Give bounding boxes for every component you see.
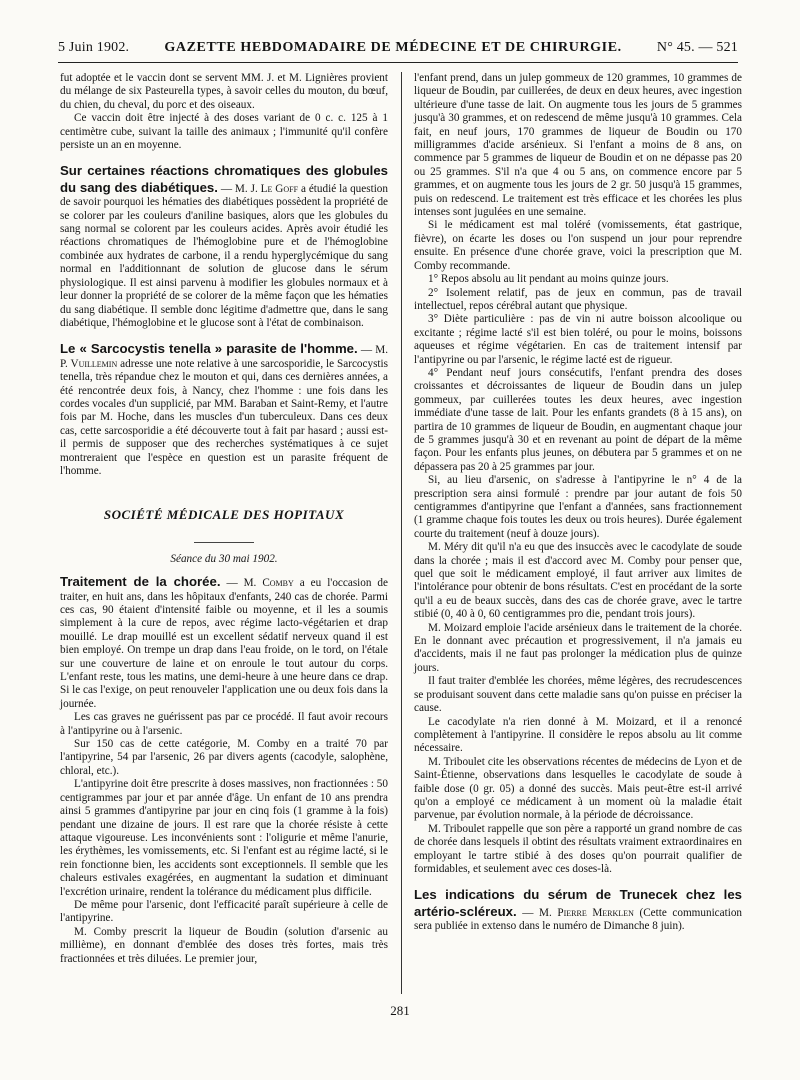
page-header bbox=[58, 40, 738, 56]
article-text: a étudié la question de savoir pourquoi les hématies des diabétiques possèdent la propriété de se colorer par les couleurs d'aniline basiques, alors que les globules du sang normal se colorent par les couleurs acides. Après avoir étudié les réactions chromatiques de l'hémoglobine pure et de l'hémoglobine combinée aux hydrates de carbone, il a rendu hyperglycémique du sang normal en l'additionnant de solution de glucose dans le sérum physiologique. Il est ainsi parvenu à modifier les globules normaux et à leur donner la propriété de se colorer de la même façon que les hématies du sang diabétique. Il semble donc légitime d'admettre que, dans le sang diabétique, l'hémoglobine et le glucose sont à l'état de combinaison. bbox=[60, 182, 388, 329]
article-chorea bbox=[60, 574, 388, 966]
header-rule bbox=[58, 62, 738, 63]
prescription-item: 4° Pendant neuf jours consécutifs, l'enfant prendra des doses croissantes et décroissantes de liqueur de Boudin dans un julep gommeux, par cuillerées toutes les deux heures, avec ingestion immédiate d'une tasse de lait. Pour les enfants grandets (8 à 15 ans), on partira de 10 grammes de liqueur de Boudin, en augmentant chaque jour de 5 grammes jusqu'à 30 et en revenant au point de départ de la même façon. Pour les enfants plus jeunes, on débutera par 5 grammes et on ne dépassera pas 20 à 25 grammes par jour. bbox=[414, 366, 742, 473]
article-author: — M. J. Le Goff bbox=[220, 182, 299, 195]
article-paragraph: M. Comby prescrit la liqueur de Boudin (solution d'arsenic au millième), en donnant d'emblée des doses très fortes, mais très fractionnées et très diluées. Le premier jour, bbox=[60, 925, 388, 965]
intro-paragraph: fut adoptée et le vaccin dont se servent MM. J. et M. Lignières provient du mélange de six Pasteurella types, à savoir celles du mouton, du bœuf, du chien, du cheval, du porc et des oiseaux. bbox=[60, 72, 388, 111]
prescription-item: 1° Repos absolu au lit pendant au moins quinze jours. bbox=[428, 273, 669, 286]
article-paragraph: l'enfant prend, dans un julep gommeux de 120 grammes, 10 grammes de liqueur de Boudin, par cuillerées, de deux en deux heures, avec ingestion ultérieure d'une tasse de lait. On augmente tous les jours de 5 grammes jusqu'à 30 grammes, et on redescend de même jusqu'à 10 grammes. Cela fait, en neuf jours, 170 grammes de liqueur de Boudin ou 170 milligrammes d'acide arsénieux. Si l'enfant a moins de 8 ans, on commence par 5 grammes de liqueur de Boudin et on ne dépasse pas 20 ou 25 grammes. S'il n'a que 4 ou 5 ans, on commence encore par 5 grammes, et on augmente tous les jours de 2 gr. 50 jusqu'à 15 grammes, puis on redescend. Le traitement est très efficace et les chorées les plus intenses sont jugulées en une semaine. bbox=[414, 72, 742, 219]
article-paragraph: M. Triboulet cite les observations récentes de médecins de Lyon et de Saint-Étienne, observations dans lesquelles le cacodylate de soude à faible dose (0 gr. 05) a donné des succès. Mais peut-être est-il arrivé qu'on a employé ce médicament à un moment où la maladie était parvenue, par évolution normale, à la période de décroissance. bbox=[414, 755, 742, 822]
journal-title: GAZETTE HEBDOMADAIRE DE MÉDECINE ET DE CHIRURGIE. bbox=[164, 40, 622, 55]
article-author: — M. P. Vuillemin bbox=[60, 344, 389, 370]
article-paragraph: Le cacodylate n'a rien donné à M. Moizard, et il a renoncé complètement à l'antipyrine. Il considère le repos absolu au lit comme nécessaire. bbox=[414, 715, 742, 755]
right-column bbox=[414, 72, 742, 934]
prescription-item: 2° Isolement relatif, pas de jeux en commun, pas de travail intellectuel, repos cérébral autant que physique. bbox=[414, 286, 742, 312]
left-column bbox=[60, 72, 388, 966]
article-title: Traitement de la chorée. bbox=[60, 574, 221, 590]
article-paragraph: Les cas graves ne guérissent pas par ce procédé. Il faut avoir recours à l'antipyrine ou à l'arsenic. bbox=[60, 711, 388, 737]
article-text: (Cette communication sera publiée in extenso dans le numéro de Dimanche 8 juin). bbox=[414, 906, 743, 933]
article-title: Le « Sarcocystis tenella » parasite de l'homme. bbox=[60, 341, 358, 357]
article-diabetic-blood bbox=[60, 163, 388, 330]
article-paragraph: M. Triboulet rappelle que son père a rapporté un grand nombre de cas de chorée dans lesquels il obtint des résultats vraiment extraordinaires en employant le tartre stibié à des doses qu'on pourrait qualifier de formidables, et seulement avec ces doses-là. bbox=[414, 822, 742, 875]
article-title: Sur certaines réactions chromatiques des globules du sang des diabétiques. bbox=[60, 163, 388, 195]
article-paragraph: De même pour l'arsenic, dont l'efficacité paraît supérieure à celle de l'antipyrine. bbox=[60, 898, 388, 925]
article-paragraph: Si, au lieu d'arsenic, on s'adresse à l'antipyrine le n° 4 de la prescription sera ainsi formulé : prendre par jour autant de fois 50 centigrammes d'antipyrine que l'enfant a d'années, sans fractionnement (1 gramme chaque fois toutes les deux ou trois heures). Durée également courte du traitement (neuf à douze jours). bbox=[414, 474, 742, 540]
page-number: 281 bbox=[390, 1003, 410, 1018]
society-heading: SOCIÉTÉ MÉDICALE DES HOPITAUX bbox=[103, 507, 345, 523]
intro-paragraph: Ce vaccin doit être injecté à des doses variant de 0 c. c. 125 à 1 centimètre cube, suivant la taille des animaux ; l'immunité qu'il confère persiste un an en moyenne. bbox=[60, 112, 388, 152]
issue-date: 5 Juin 1902. bbox=[58, 40, 130, 55]
column-divider bbox=[401, 72, 402, 994]
section-rule bbox=[194, 542, 254, 543]
article-text: a eu l'occasion de traiter, en huit ans, dans les hôpitaux d'enfants, 240 cas de chorée. Parmi ces cas, 90 étaient d'intensité faible ou moyenne, et il les a soumis simplement à la cure de repos, avec régime lacto-végétarien et drap mouillé. Le drap mouillé est un excellent sédatif nerveux quand il est bien employé. On trempe un drap dans l'eau froide, on le tord, on l'étale sur une couverture de laine et on enroule le tout autour du corps. L'enfant reste, tous les matins, une demi-heure à une heure dans ce drap. Si le cas l'exige, on peut renouveler l'application une ou deux fois dans la journée. bbox=[60, 577, 388, 710]
article-paragraph: M. Moizard emploie l'acide arsénieux dans le traitement de la chorée. En le donnant avec précaution et progressivement, il n'a jamais eu d'accidents, mais il ne faut pas prolonger la médication plus de quinze jours. bbox=[414, 621, 742, 674]
article-author: — M. Comby bbox=[226, 577, 294, 590]
article-paragraph: Sur 150 cas de cette catégorie, M. Comby en a traité 70 par l'antipyrine, 54 par l'arsenic, 26 par divers agents (cacodyle, salophène, chloral, etc.). bbox=[60, 738, 388, 777]
article-paragraph: Il faut traiter d'emblée les chorées, même légères, des recrudescences se produisant souvent dans cette maladie sans qu'on puisse en préciser la cause. bbox=[414, 675, 742, 715]
article-paragraph: M. Méry dit qu'il n'a eu que des insuccès avec le cacodylate de soude dans la chorée ; mais il est d'accord avec M. Comby pour penser que, quel que soit le médicament employé, il faut arriver aux limites de l'intolérance pour obtenir de bons résultats. C'est en procédant de la sorte qu'il a eu de beaux succès, dans des cas de chorée grave, avec le tartre stibié (0, 40 à 0, 60 centigrammes pro die, pendant trois jours). bbox=[414, 541, 742, 621]
article-paragraph: Si le médicament est mal toléré (vomissements, état gastrique, fièvre), on écarte les doses ou l'on suspend un jour pour reprendre ensuite. En présence d'une chorée grave, voici la prescription que M. Comby recommande. bbox=[414, 219, 742, 272]
article-text: adresse une note relative à une sarcosporidie, le Sarcocystis tenella, très répandue chez le mouton et qui, dans ces dernières années, a été rencontrée deux fois, à Nancy, chez l'homme : une fois dans les cordes vocales d'un supplicié, par MM. Baraban et Saint-Remy, et l'autre fois par M. Hoche, dans les muscles d'un tuberculeux. Dans ces deux cas, cette sarcosporidie a été découverte tout à fait par hasard ; aussi est-il permis de supposer que des recherches systématiques à ce sujet montreraient que l'espèce en question est un parasite fréquent de l'homme. bbox=[60, 357, 388, 477]
article-sarcocystis bbox=[60, 341, 388, 478]
session-date: Séance du 30 mai 1902. bbox=[170, 552, 278, 565]
issue-number: N° 45. — 521 bbox=[656, 40, 738, 55]
article-trunecek-serum bbox=[414, 887, 742, 933]
article-title: Les indications du sérum de Trunecek chez les artério-scléreux. bbox=[414, 887, 742, 919]
article-paragraph: L'antipyrine doit être prescrite à doses massives, non fractionnées : 50 centigrammes par jour et par année d'âge. Un enfant de 10 ans prendra ainsi 5 grammes d'antipyrine par jour en cinq fois (1 gramme à la fois) pendant une dizaine de jours. Il est rare que la chorée résiste à cette attaque vigoureuse. Les inconvénients sont : l'oligurie et même l'anurie, les érythèmes, les vomissements, etc. Si l'enfant est au régime lacté, si le rein fonctionne bien, les accidents sont exceptionnels. Il semble que les chaleurs estivales exagérées, en augmentant la sudation et diminuant l'excrétion urinaire, rendent la tolérance du médicament plus difficile. bbox=[60, 778, 388, 898]
prescription-item: 3° Diète particulière : pas de vin ni autre boisson alcoolique ou excitante ; régime lacté s'il est bien toléré, ou pour le moins, boissons aqueuses et régime végétarien. En cas de traitement intensif par l'antipyrine ou par l'arsenic, le régime lacté est de rigueur. bbox=[414, 313, 742, 366]
article-author: — M. Pierre Merklen bbox=[522, 906, 634, 919]
